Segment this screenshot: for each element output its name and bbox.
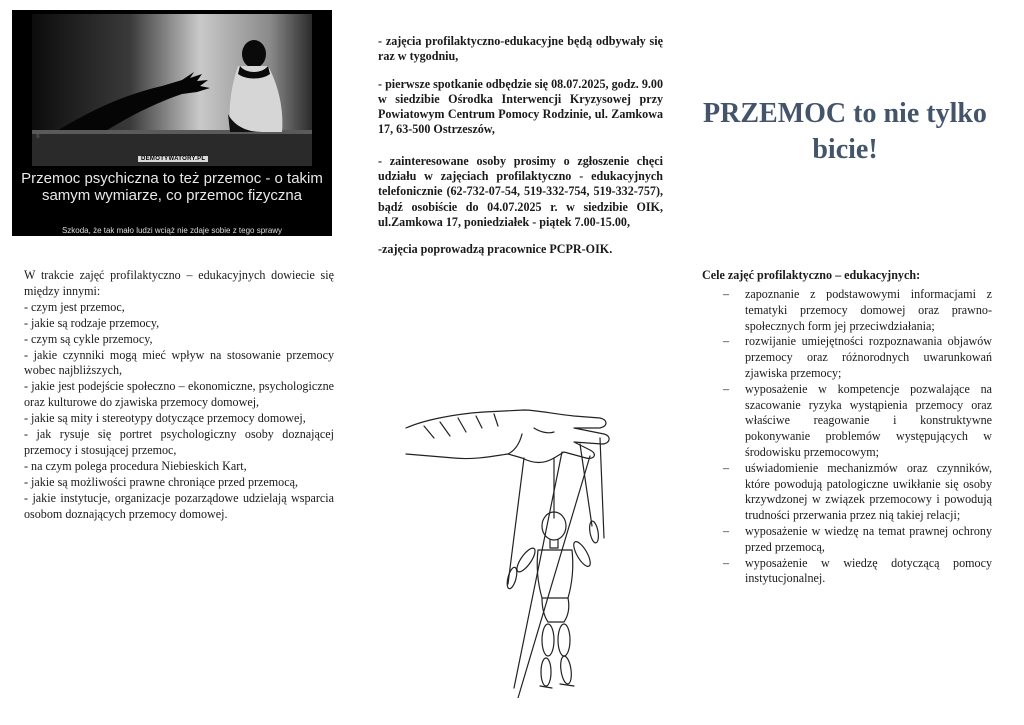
dash-bullet-icon: –: [723, 381, 730, 396]
poster-image: [12, 10, 332, 236]
topic-item: - na czym polega procedura Niebieskich Kart,: [24, 458, 247, 473]
goal-text: zapoznanie z podstawowymi informacjami z tematyki przemocy domowej oraz prawno-społecznych form jej przeciwdziałania;: [745, 287, 992, 333]
topic-item: - jakie są możliwości prawne chroniące przed przemocą,: [24, 474, 298, 489]
puppet-on-strings-icon: [404, 398, 624, 698]
topics-section: [24, 268, 334, 523]
goal-text: wyposażenie w kompetencje pozwalające na szacowanie ryzyka wystąpienia przemocy oraz właściwe reagowanie i konstruktywne pokonywanie problemów występujących w środowisku przemocowym;: [745, 381, 992, 459]
topic-item: - czym są cykle przemocy,: [24, 331, 153, 346]
shadow-hand-icon: [32, 14, 312, 166]
goal-text: rozwijanie umiejętności rozpoznawania objawów przemocy oraz różnorodnych uwarunkowań zjawiska przemocy;: [745, 334, 992, 380]
goal-text: uświadomienie mechanizmów oraz czynników, które powodują patologiczne uwikłanie się osoby krzywdzonej w związek przemocowy i powodują trudności przerwania przez nią takiej relacji;: [745, 460, 992, 523]
info-registration: - zainteresowane osoby prosimy o zgłoszenie chęci udziału w zajęciach profilaktyczno - edukacyjnych telefonicznie (62-732-07-54, 519-332-754, 519-332-757), bądź osobiście do 04.07.2025 r. w siedzibie OIK, ul.Zamkowa 17, poniedziałek - piątek 7.00-15.00,: [378, 153, 663, 229]
poster-subcaption: Szkoda, że tak mało ludzi wciąż nie zdaje sobie z tego sprawy: [61, 226, 283, 235]
topics-intro: W trakcie zajęć profilaktyczno – edukacyjnych dowiecie się między innymi:: [24, 268, 334, 298]
list-item: [720, 556, 992, 588]
list-item: [720, 461, 992, 524]
page-title: PRZEMOC to nie tylko bicie!: [703, 98, 987, 165]
info-first-meeting: - pierwsze spotkanie odbędzie się 08.07.2025, godz. 9.00 w siedzibie Ośrodka Interwencji Kryzysowej przy Powiatowym Centrum Pomocy Rodzinie, ul. Zamkowa 17, 63-500 Ostrzeszów,: [378, 76, 663, 137]
dash-bullet-icon: –: [723, 287, 730, 301]
poster-photo: [32, 14, 312, 166]
goals-list: [720, 287, 992, 587]
dash-bullet-icon: –: [723, 334, 730, 349]
topic-item: - czym jest przemoc,: [24, 299, 125, 314]
topic-item: - jakie są rodzaje przemocy,: [24, 315, 160, 330]
list-item: [720, 334, 992, 381]
meeting-info: [378, 34, 663, 270]
topic-item: - jakie są mity i stereotypy dotyczące przemocy domowej,: [24, 411, 306, 426]
dash-bullet-icon: –: [723, 555, 730, 570]
poster-watermark: DEMOTYWATORY.PL: [138, 156, 208, 162]
topic-item: - jak rysuje się portret psychologiczny osoby doznającej przemocy i stosującej przemoc,: [24, 427, 334, 457]
topic-item: - jakie czynniki mogą mieć wpływ na stosowanie przemocy wobec najbliższych,: [24, 347, 334, 378]
dash-bullet-icon: –: [723, 460, 730, 475]
list-item: [720, 382, 992, 461]
goal-text: wyposażenie w wiedzę dotyczącą pomocy instytucjonalnej.: [745, 555, 992, 586]
topic-item: - jakie instytucje, organizacje pozarządowe udzielają wsparcia osobom doznających przemocy domowej.: [24, 490, 334, 521]
dash-bullet-icon: –: [723, 523, 730, 538]
goals-heading: Cele zajęć profilaktyczno – edukacyjnych:: [702, 268, 921, 282]
poster-copyright: ©: [36, 134, 40, 140]
goal-text: wyposażenie w wiedzę na temat prawnej ochrony przed przemocą,: [745, 523, 992, 554]
poster-caption: Przemoc psychiczna to też przemoc - o takim samym wymiarze, co przemoc fizyczna: [21, 170, 323, 204]
info-frequency: - zajęcia profilaktyczno-edukacyjne będą odbywały się raz w tygodniu,: [378, 34, 663, 64]
topic-item: - jakie jest podejście społeczno – ekonomiczne, psychologiczne oraz kulturowe do zjawiska przemocy domowej,: [24, 379, 334, 410]
info-instructors: -zajęcia poprowadzą pracownice PCPR-OIK.: [378, 242, 613, 257]
list-item: [720, 524, 992, 556]
list-item: [720, 287, 992, 334]
